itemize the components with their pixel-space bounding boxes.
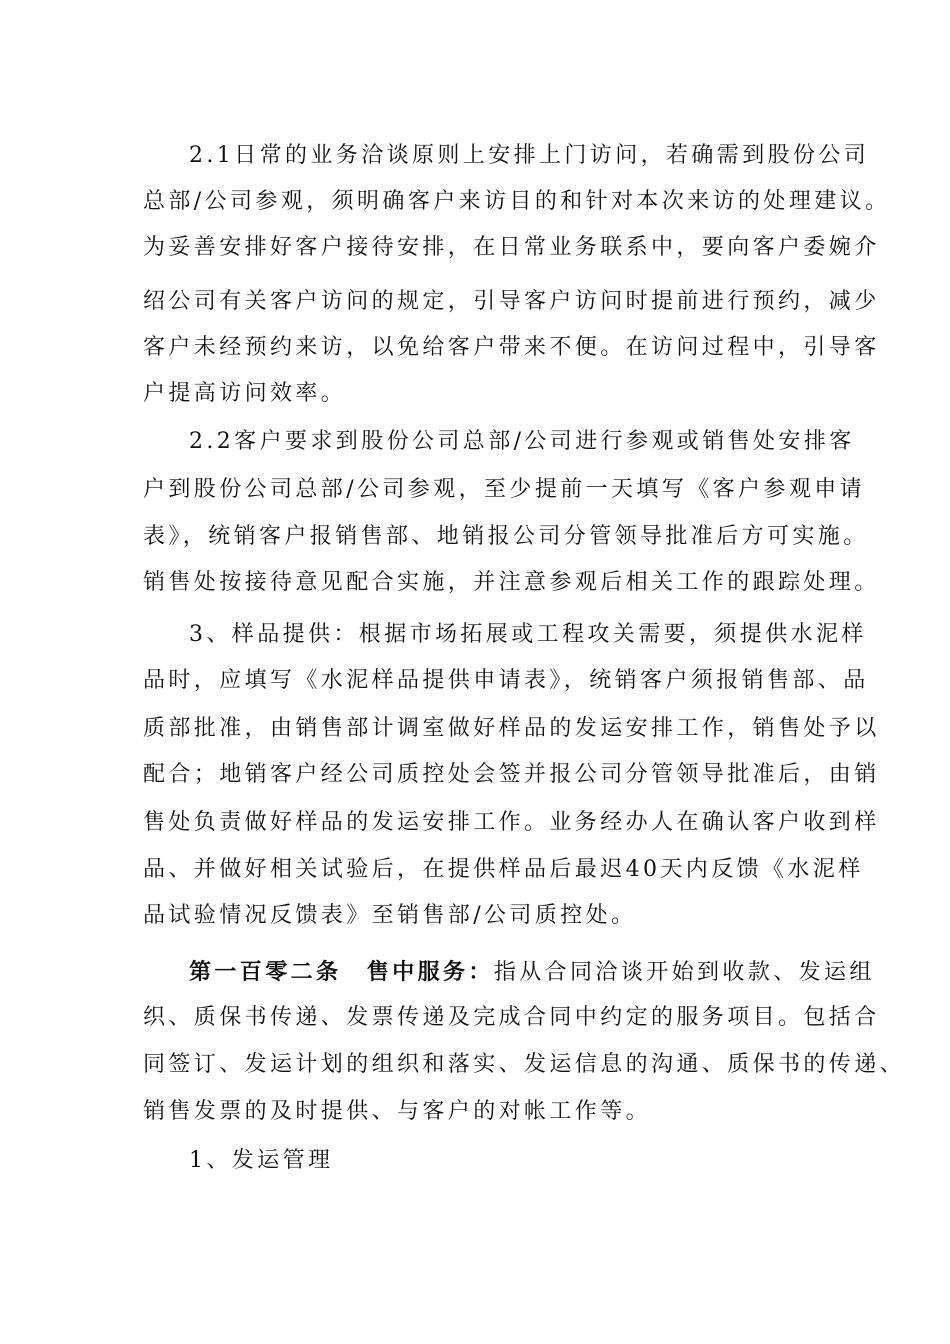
paragraph-2-2-line-1: 2.2客户要求到股份公司总部/公司进行参观或销售处安排客	[189, 429, 855, 454]
paragraph-2-1-line-1: 2.1日常的业务洽谈原则上安排上门访问，若确需到股份公司	[189, 143, 870, 168]
article-102-intro: 指从合同洽谈开始到收款、发运组	[493, 960, 875, 985]
paragraph-3-line-1: 3、样品提供：根据市场拓展或工程攻关需要，须提供水泥样	[189, 622, 867, 647]
paragraph-2-2-line-4: 销售处按接待意见配合实施，并注意参观后相关工作的跟踪处理。	[143, 570, 880, 595]
article-102-line-1	[189, 957, 875, 988]
paragraph-3-line-7: 品试验情况反馈表》至销售部/公司质控处。	[143, 903, 637, 928]
paragraph-3-line-4: 配合；地销客户经公司质控处会签并报公司分管领导批准后，由销	[143, 762, 880, 787]
section-heading-shipping-management: 1、发运管理	[189, 1148, 334, 1173]
paragraph-2-1-line-2: 总部/公司参观，须明确客户来访目的和针对本次来访的处理建议。	[143, 189, 891, 214]
article-102-line-2: 织、质保书传递、发票传递及完成合同中约定的服务项目。包括合	[143, 1005, 880, 1030]
paragraph-2-1-line-4: 绍公司有关客户访问的规定，引导客户访问时提前进行预约，减少	[143, 289, 880, 314]
paragraph-2-2-line-2: 户到股份公司总部/公司参观，至少提前一天填写《客户参观申请	[143, 477, 866, 502]
paragraph-3-line-6: 品、并做好相关试验后，在提供样品后最迟40天内反馈《水泥样	[143, 857, 864, 882]
paragraph-2-1-line-3: 为妥善安排好客户接待安排，在日常业务联系中，要向客户委婉介	[143, 235, 880, 260]
article-102-line-4: 销售发票的及时提供、与客户的对帐工作等。	[143, 1099, 652, 1124]
paragraph-3-line-3: 质部批准，由销售部计调室做好样品的发运安排工作，销售处予以	[143, 716, 880, 741]
paragraph-2-1-line-6: 户提高访问效率。	[143, 381, 347, 406]
paragraph-3-line-5: 售处负责做好样品的发运安排工作。业务经办人在确认客户收到样	[143, 810, 880, 835]
paragraph-2-1-line-5: 客户未经预约来访，以免给客户带来不便。在访问过程中，引导客	[143, 335, 880, 360]
paragraph-3-line-2: 品时，应填写《水泥样品提供申请表》，统销客户须报销售部、品	[143, 668, 869, 693]
article-102-line-3: 同签订、发运计划的组织和落实、发运信息的沟通、质保书的传递、	[143, 1052, 906, 1077]
paragraph-2-2-line-3: 表》，统销客户报销售部、地销报公司分管领导批准后方可实施。	[143, 524, 869, 549]
article-102-heading: 第一百零二条 售中服务：	[189, 959, 494, 985]
